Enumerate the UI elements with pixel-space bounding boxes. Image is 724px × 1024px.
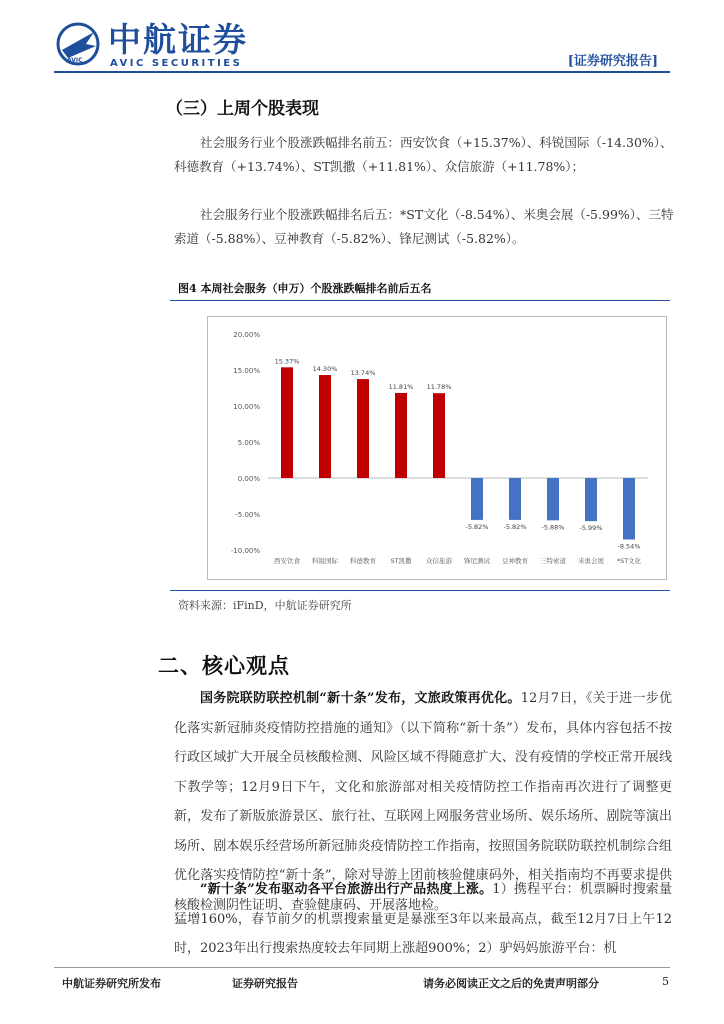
bar	[433, 393, 445, 478]
footer-divider	[54, 967, 670, 968]
paragraph-2-body: 1）携程平台：机票瞬时搜索量猛增160%，春节前夕的机票搜索量更是暴涨至3年以来最高点，截至12月7日上午12时，2023年出行搜索热度较去年同期上涨超900%；2）驴妈妈旅游平台：机	[174, 882, 672, 956]
bar	[471, 478, 483, 520]
brand-name-en: AVIC SECURITIES	[110, 58, 243, 69]
y-tick-label: 10.00%	[233, 403, 260, 411]
data-label: 11.81%	[388, 382, 414, 391]
data-label: -5.99%	[579, 524, 603, 533]
x-tick-label: 豆神教育	[502, 557, 528, 565]
x-tick-label: 西安饮食	[274, 557, 300, 565]
data-label: -5.88%	[541, 523, 565, 532]
y-tick-label: -5.00%	[235, 511, 260, 519]
data-label: 14.30%	[312, 365, 338, 374]
x-tick-label: 科锐国际	[312, 557, 338, 565]
top5-paragraph: 社会服务行业个股涨跌幅排名前五：西安饮食（+15.37%）、科锐国际（-14.30%）、科德教育（+13.74%）、ST凯撒（+11.81%）、众信旅游（+11.78%）；	[174, 135, 673, 174]
data-label: 13.74%	[350, 369, 376, 378]
y-tick-label: 15.00%	[233, 367, 260, 375]
x-tick-label: 米奥会展	[578, 557, 604, 565]
bar	[623, 478, 635, 539]
paragraph-2-lead: “新十条”发布驱动各平台旅游出行产品热度上涨。	[200, 882, 493, 897]
data-label: -5.82%	[503, 522, 527, 531]
bar	[395, 393, 407, 478]
document-type-label: [证券研究报告]	[567, 54, 658, 69]
figure-source: 资料来源：iFinD，中航证券研究所	[178, 599, 352, 612]
x-tick-label: ST凯撒	[390, 557, 412, 565]
y-tick-label: 20.00%	[233, 331, 260, 339]
x-tick-label: *ST文化	[616, 557, 642, 565]
brand-name-cn: 中航证券	[108, 20, 248, 59]
figure-top-rule	[170, 300, 670, 301]
footer-disclaimer-note: 请务必阅读正文之后的免责声明部分	[423, 977, 599, 990]
y-tick-label: 0.00%	[237, 475, 260, 483]
section-heading-stock-performance: （三）上周个股表现	[166, 99, 319, 119]
bar	[357, 379, 369, 478]
data-label: 15.37%	[274, 357, 300, 366]
stock-change-bar-chart	[208, 317, 666, 579]
header-divider	[54, 71, 670, 73]
x-tick-label: 众信旅游	[426, 557, 452, 565]
paragraph-1-lead: 国务院联防联控机制“新十条”发布，文旅政策再优化。	[200, 691, 521, 706]
x-tick-label: 科德教育	[350, 557, 376, 565]
y-tick-label: -10.00%	[230, 547, 260, 555]
section-heading-core-views: 二、核心观点	[158, 653, 290, 678]
avic-logo-icon	[56, 22, 100, 66]
figure-bottom-rule	[170, 590, 670, 591]
data-label: -8.54%	[617, 542, 641, 551]
data-label: -5.82%	[465, 522, 489, 531]
footer-publisher: 中航证券研究所发布	[62, 977, 161, 990]
figure-caption: 图4 本周社会服务（申万）个股涨跌幅排名前后五名	[178, 282, 432, 295]
x-tick-label: 三特索道	[540, 557, 566, 565]
x-tick-label: 锋尼测试	[464, 557, 490, 565]
core-view-paragraph-2	[174, 875, 672, 964]
y-tick-label: 5.00%	[237, 439, 260, 447]
bottom5-paragraph: 社会服务行业个股涨跌幅排名后五：*ST文化（-8.54%）、米奥会展（-5.99%）、三特索道（-5.88%）、豆神教育（-5.82%）、锋尼测试（-5.82%）。	[174, 207, 674, 246]
page-number: 5	[662, 975, 669, 988]
bar	[281, 367, 293, 478]
data-label: 11.78%	[426, 383, 452, 392]
bar	[319, 375, 331, 478]
bar	[547, 478, 559, 520]
chart-container	[207, 316, 667, 580]
bar	[509, 478, 521, 520]
paragraph-1-body: 12月7日，《关于进一步优化落实新冠肺炎疫情防控措施的通知》（以下简称“新十条”）发布，具体内容包括不按行政区域扩大开展全员核酸检测、风险区域不得随意扩大、没有疫情的学校正常开展线下教学等；12月9日下午，文化和旅游部对相关疫情防控工作指南再次进行了调整更新，发布了新版旅游景区、旅行社、互联网上网服务营业场所、娱乐场所、剧院等演出场所、剧本娱乐经营场所新冠肺炎疫情防控工作指南，按照国务院联防联控机制综合组优化落实疫情防控“新十条”，除对导游上团前核验健康码外，相关指南均不再要求提供核酸检测阴性证明、查验健康码、开展落地检。	[174, 691, 672, 913]
bar	[585, 478, 597, 521]
logo-letters: AVIC	[67, 57, 83, 64]
footer-report-type: 证券研究报告	[232, 977, 298, 990]
